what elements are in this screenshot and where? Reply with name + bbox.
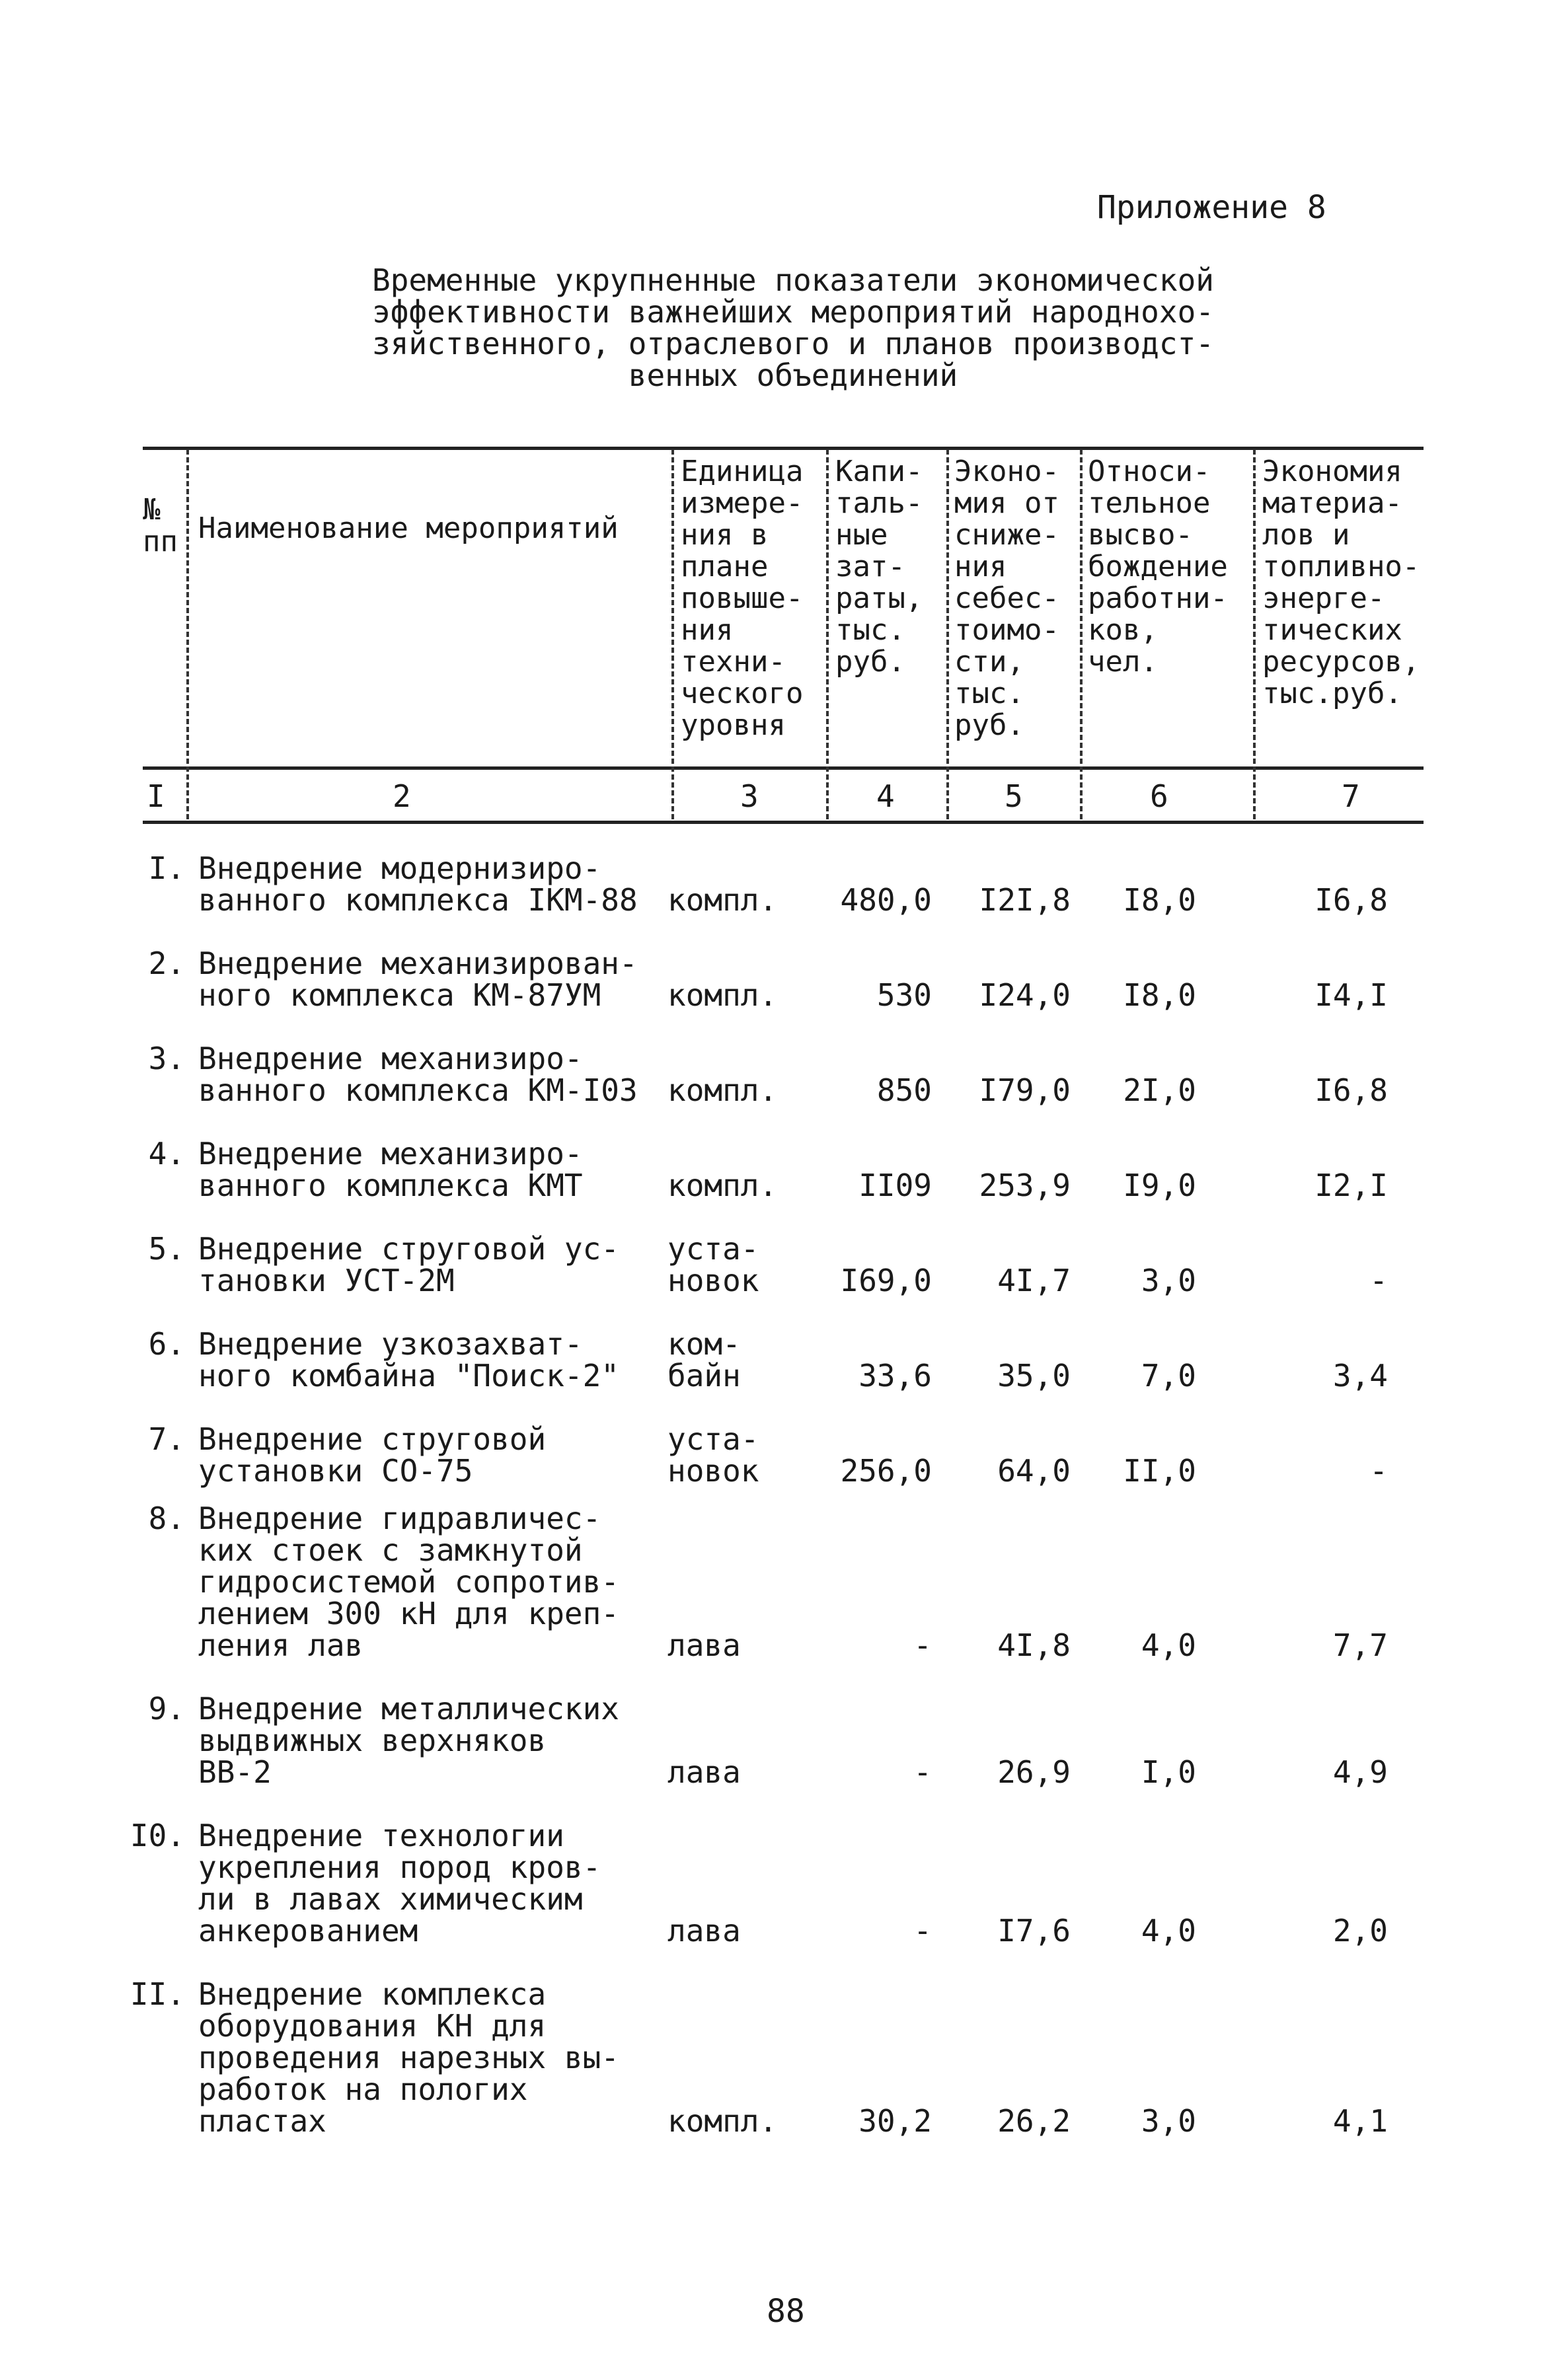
row-capital: 530	[876, 977, 932, 1013]
row-number: 4.	[148, 1136, 185, 1171]
row-economy: I24,0	[979, 977, 1071, 1013]
row-unit: лава	[667, 1627, 741, 1663]
row-name: Внедрение узкозахват- ного комбайна "Поиск-2"	[198, 1326, 619, 1394]
row-unit: лава	[667, 1913, 741, 1949]
column-number: 4	[876, 778, 895, 814]
row-resources: 3,4	[1332, 1358, 1388, 1394]
row-number: 5.	[148, 1231, 185, 1267]
row-economy: I7,6	[997, 1913, 1071, 1949]
row-resources: 2,0	[1332, 1913, 1388, 1949]
row-economy: 26,2	[997, 2103, 1071, 2139]
table-top-rule	[143, 447, 1424, 450]
row-name: Внедрение металлических выдвижных верхняков ВВ-2	[198, 1691, 619, 1790]
row-number: 8.	[148, 1501, 185, 1536]
row-economy: 4I,8	[997, 1627, 1071, 1663]
row-name: Внедрение механизирован- ного комплекса КМ-87УМ	[198, 946, 638, 1013]
row-unit: лава	[667, 1754, 741, 1790]
row-name: Внедрение механизиро- ванного комплекса КМ-I03	[198, 1041, 638, 1108]
row-number: 9.	[148, 1691, 185, 1727]
column-number: 2	[393, 778, 411, 814]
row-release: 7,0	[1141, 1358, 1196, 1394]
header-resources: Экономия материа- лов и топливно- энерге- тических ресурсов, тыс.руб.	[1262, 455, 1420, 710]
page-number: 88	[767, 2293, 805, 2330]
row-economy: 64,0	[997, 1453, 1071, 1489]
row-unit: уста- новок	[667, 1231, 759, 1298]
row-number: 7.	[148, 1421, 185, 1457]
table-header-bottom-rule	[143, 766, 1424, 770]
row-capital: -	[913, 1754, 932, 1790]
row-release: 4,0	[1141, 1913, 1196, 1949]
row-release: I9,0	[1123, 1168, 1196, 1203]
row-resources: I2,I	[1314, 1168, 1388, 1203]
row-number: I.	[148, 850, 185, 886]
row-resources: -	[1369, 1453, 1388, 1489]
column-number: 5	[1005, 778, 1023, 814]
row-release: I8,0	[1123, 977, 1196, 1013]
row-name: Внедрение модернизиро- ванного комплекса IКМ-88	[198, 850, 638, 918]
row-capital: I69,0	[840, 1263, 932, 1298]
row-release: 3,0	[1141, 2103, 1196, 2139]
row-number: 2.	[148, 946, 185, 981]
row-resources: I6,8	[1314, 1072, 1388, 1108]
row-economy: I79,0	[979, 1072, 1071, 1108]
row-economy: 4I,7	[997, 1263, 1071, 1298]
row-economy: 253,9	[979, 1168, 1071, 1203]
column-separator	[826, 449, 829, 819]
row-resources: 4,1	[1332, 2103, 1388, 2139]
row-economy: I2I,8	[979, 882, 1071, 918]
row-number: 3.	[148, 1041, 185, 1076]
column-number: I	[147, 778, 165, 814]
row-capital: II09	[858, 1168, 932, 1203]
row-resources: I4,I	[1314, 977, 1388, 1013]
row-release: I,0	[1141, 1754, 1196, 1790]
row-resources: I6,8	[1314, 882, 1388, 918]
column-separator	[946, 449, 949, 819]
row-capital: 480,0	[840, 882, 932, 918]
column-separator	[1080, 449, 1083, 819]
row-release: 3,0	[1141, 1263, 1196, 1298]
row-resources: -	[1369, 1263, 1388, 1298]
row-capital: -	[913, 1627, 932, 1663]
header-economy: Эконо- мия от сниже- ния себес- тоимо- сти, тыс. руб.	[954, 455, 1059, 742]
row-capital: 850	[876, 1072, 932, 1108]
column-separator	[671, 449, 674, 819]
row-number: I0.	[130, 1818, 185, 1853]
row-unit: компл.	[667, 2103, 778, 2139]
row-unit: ком- байн	[667, 1326, 741, 1394]
row-release: I8,0	[1123, 882, 1196, 918]
table-colnum-bottom-rule	[143, 821, 1424, 824]
row-unit: уста- новок	[667, 1421, 759, 1489]
row-release: 4,0	[1141, 1627, 1196, 1663]
document-title: Временные укрупненные показатели экономической эффективности важнейших мероприятий народнохо- зяйственного, отраслевого и планов производст- венных объединений	[372, 262, 1214, 393]
row-name: Внедрение механизиро- ванного комплекса КМТ	[198, 1136, 583, 1203]
row-name: Внедрение гидравличес- ких стоек с замкнутой гидросистемой сопротив- лением 300 кН для креп- ления лав	[198, 1501, 619, 1663]
header-name: Наименование мероприятий	[198, 511, 619, 545]
row-resources: 4,9	[1332, 1754, 1388, 1790]
column-separator	[186, 449, 189, 819]
row-number: II.	[130, 1976, 185, 2012]
row-release: II,0	[1123, 1453, 1196, 1489]
row-unit: компл.	[667, 977, 778, 1013]
appendix-label: Приложение 8	[1097, 189, 1326, 226]
row-capital: -	[913, 1913, 932, 1949]
row-economy: 26,9	[997, 1754, 1071, 1790]
row-unit: компл.	[667, 1072, 778, 1108]
header-unit: Единица измере- ния в плане повыше- ния техни- ческого уровня	[681, 455, 804, 742]
row-number: 6.	[148, 1326, 185, 1362]
row-capital: 33,6	[858, 1358, 932, 1394]
column-number: 6	[1150, 778, 1168, 814]
row-resources: 7,7	[1332, 1627, 1388, 1663]
header-number: № пп	[143, 493, 178, 558]
header-release: Относи- тельное высво- бождение работни- ков, чел.	[1088, 455, 1228, 679]
row-name: Внедрение струговой установки СО-75	[198, 1421, 547, 1489]
column-separator	[1253, 449, 1256, 819]
row-unit: компл.	[667, 1168, 778, 1203]
row-capital: 30,2	[858, 2103, 932, 2139]
column-number: 7	[1342, 778, 1360, 814]
row-name: Внедрение струговой ус- тановки УСТ-2М	[198, 1231, 619, 1298]
header-capital: Капи- таль- ные зат- раты, тыс. руб.	[835, 455, 923, 679]
row-name: Внедрение комплекса оборудования КН для проведения нарезных вы- работок на пологих пластах	[198, 1976, 619, 2139]
row-economy: 35,0	[997, 1358, 1071, 1394]
row-capital: 256,0	[840, 1453, 932, 1489]
row-name: Внедрение технологии укрепления пород кров- ли в лавах химическим анкерованием	[198, 1818, 601, 1949]
column-number: 3	[740, 778, 759, 814]
row-unit: компл.	[667, 882, 778, 918]
row-release: 2I,0	[1123, 1072, 1196, 1108]
